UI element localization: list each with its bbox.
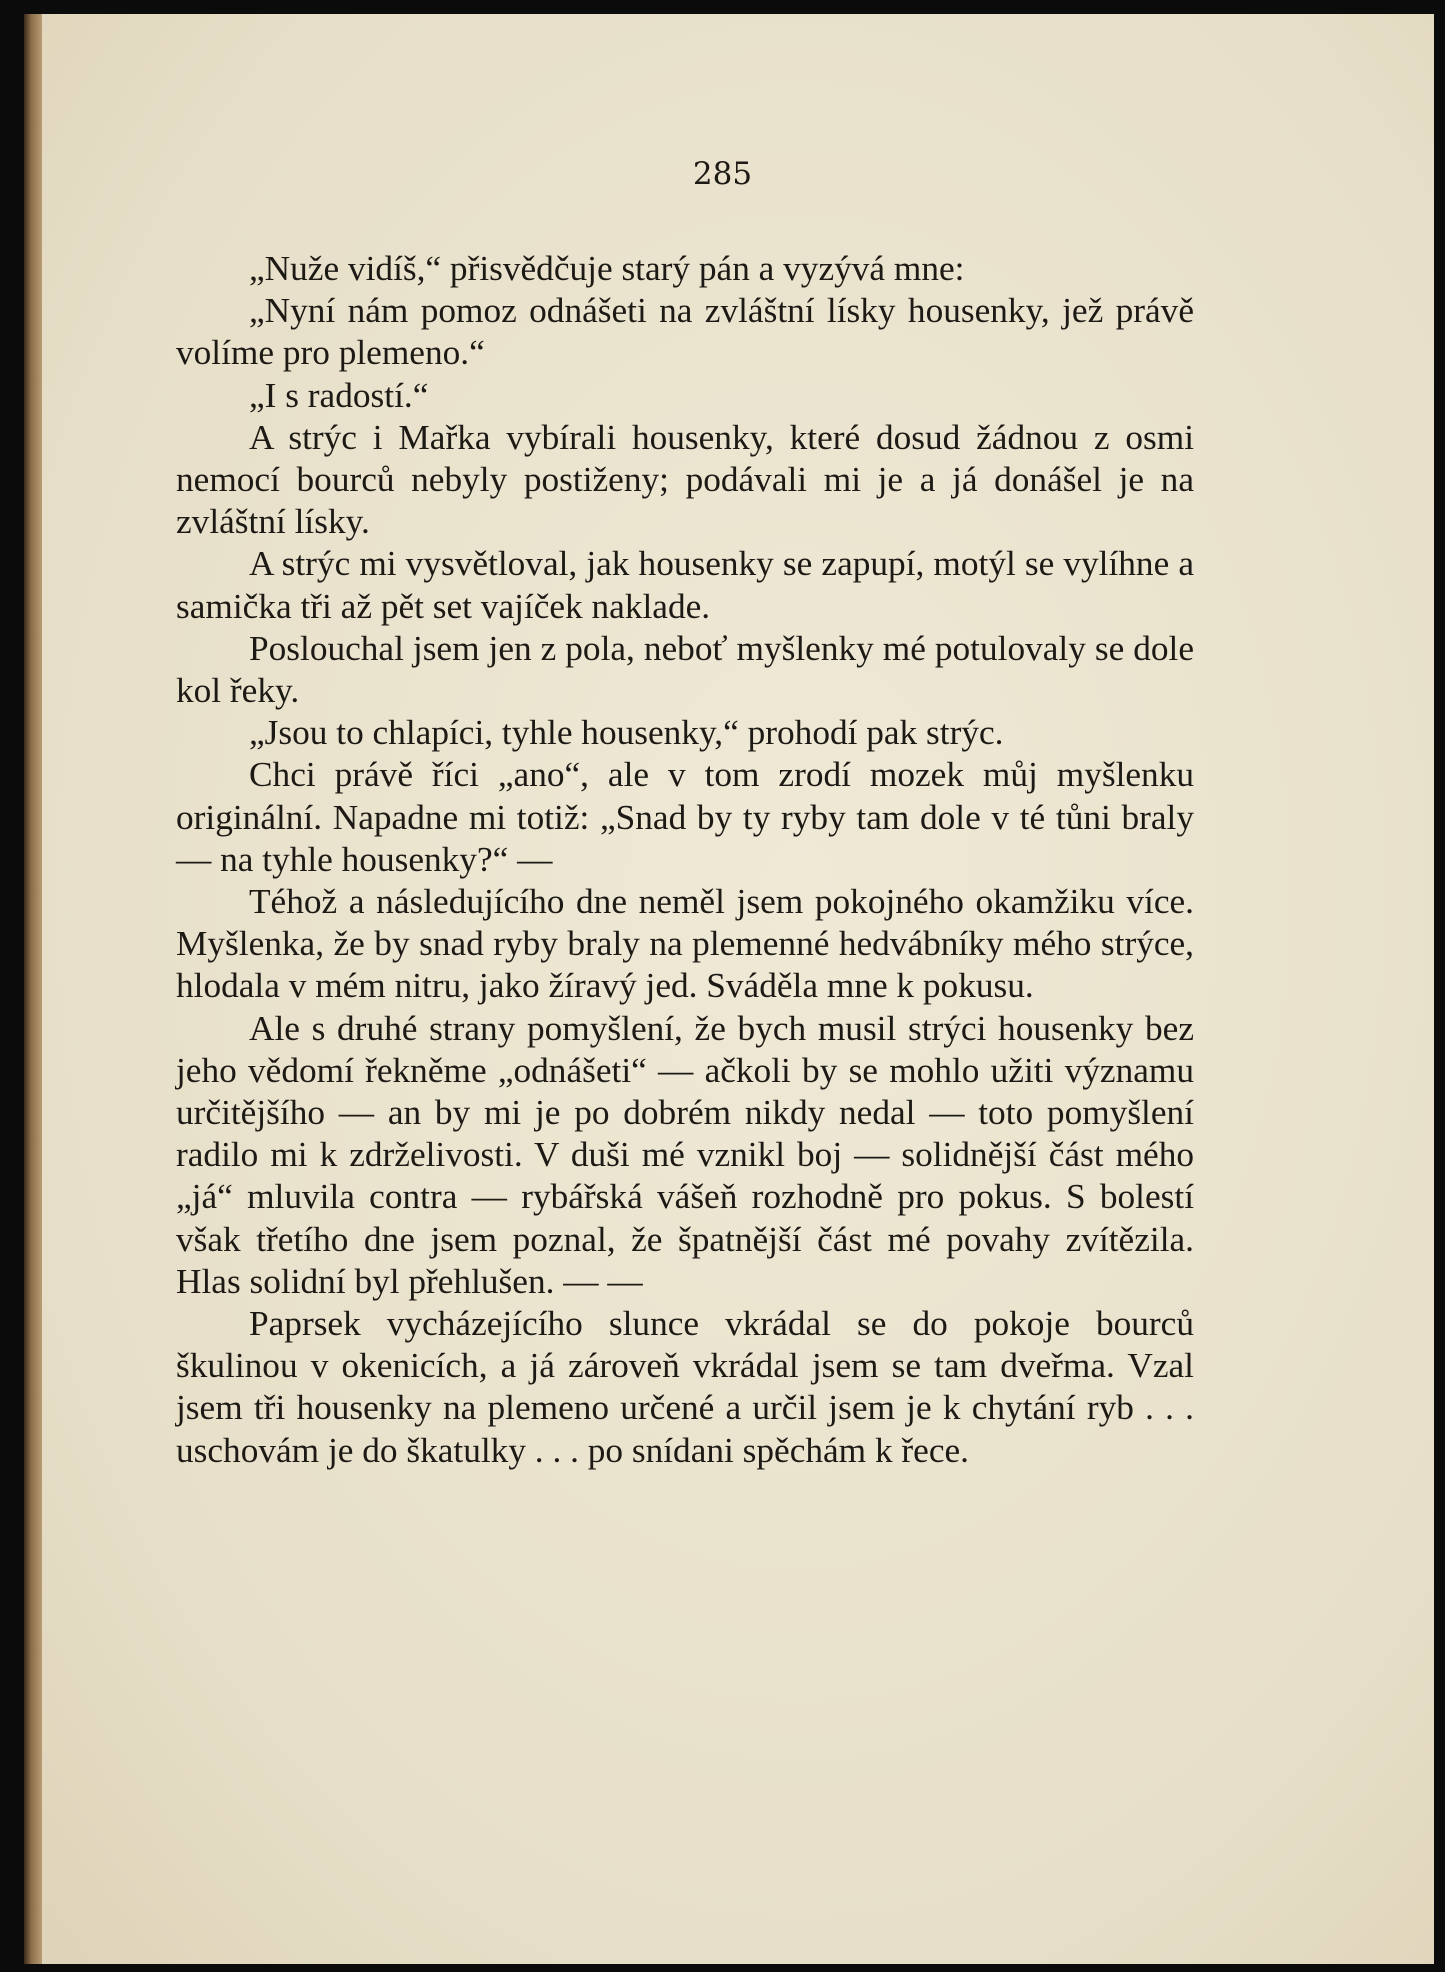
paragraph: A strýc i Mařka vybírali housenky, které dosud žádnou z osmi nemocí bourců nebyly postiženy; podávali mi je a já donášel je na zvláštní lísky.: [176, 417, 1194, 542]
paragraph: „I s radostí.“: [249, 375, 429, 415]
body-text: [176, 248, 1194, 1472]
paragraph: Chci právě říci „ano“, ale v tom zrodí mozek můj myšlenku originální. Napadne mi totiž: „Snad by ty ryby tam dole v té tůni braly — na tyhle housenky?“ —: [176, 755, 1194, 879]
paragraph: A strýc mi vysvětloval, jak housenky se zapupí, motýl se vylíhne a samička tři až pět set vajíček naklade.: [176, 544, 1194, 626]
page-number: 285: [692, 156, 753, 192]
paragraph: „Nyní nám pomoz odnášeti na zvláštní lísky housenky, jež právě volíme pro plemeno.“: [176, 291, 1194, 373]
paragraph: „Nuže vidíš,“ přisvědčuje starý pán a vyzývá mne:: [249, 249, 965, 288]
page-binding-edge: [24, 14, 42, 1964]
paragraph: Ale s druhé strany pomyšlení, že bych musil strýci housenky bez jeho vědomí řekněme „odnášeti“ — ačkoli by se mohlo užiti významu určitějšího — an by mi je po dobrém nikdy nedal — toto pomyšlení radilo mi k zdrželivosti. V duši mé vznikl boj — solidnější část mého „já“ mluvila contra — rybářská vášeň rozhodně pro pokus. S bolestí však třetího dne jsem poznal, že špatnější část mé povahy zvítězila. Hlas solidní byl přehlušen. — —: [176, 1008, 1194, 1301]
paragraph: Paprsek vycházejícího slunce vkrádal se do pokoje bourců škulinou v okenicích, a já zároveň vkrádal jsem se tam dveřma. Vzal jsem tři housenky na plemeno určené a určil jsem je k chytání ryb . . . uschovám je do škatulky . . . po snídani spěchám k řece.: [176, 1304, 1194, 1470]
paragraph: Poslouchal jsem jen z pola, neboť myšlenky mé potulovaly se dole kol řeky.: [176, 628, 1194, 711]
paragraph: „Jsou to chlapíci, tyhle housenky,“ prohodí pak strýc.: [249, 713, 1004, 753]
paragraph: Téhož a následujícího dne neměl jsem pokojného okamžiku více. Myšlenka, že by snad ryby braly na plemenné hedvábníky mého strýce, hlodala v mém nitru, jako žíravý jed. Sváděla mne k pokusu.: [176, 882, 1194, 1006]
